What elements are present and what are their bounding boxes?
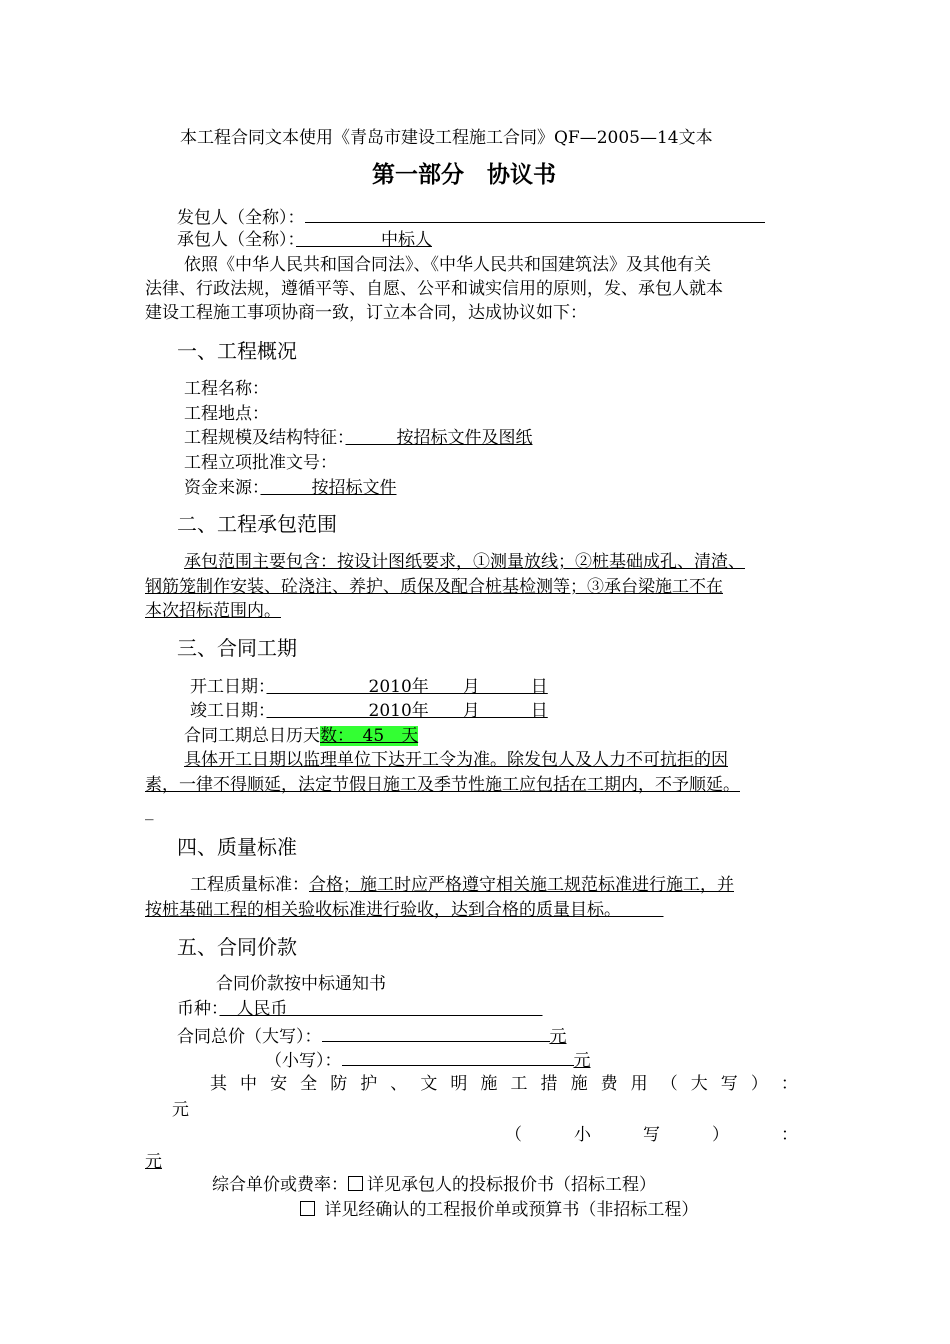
total-lower-yuan: 元	[573, 1051, 591, 1071]
total-upper-row	[177, 1023, 567, 1048]
employer-label: 发包人（全称）：	[177, 208, 305, 228]
section1-heading: 一、工程概况	[177, 339, 297, 363]
start-date-label: 开工日期：	[190, 677, 267, 697]
schedule-note-3: _	[145, 801, 154, 821]
section3-heading: 三、合同工期	[177, 636, 297, 660]
intro-line-3: 建设工程施工事项协商一致，订立本合同，达成协议如下：	[145, 303, 587, 323]
funding-value: 按招标文件	[311, 478, 397, 498]
scope-line-3: 本次招标范围内。	[145, 601, 281, 621]
end-date-row	[190, 700, 548, 722]
unit-price-row	[212, 1174, 656, 1196]
funding-label: 资金来源：	[184, 478, 261, 498]
unit-price-label: 综合单价或费率：	[212, 1175, 348, 1195]
currency-value: 人民币	[236, 999, 288, 1019]
schedule-note-1: 具体开工日期以监理单位下达开工令为准。除发包人及人力不可抗拒的因	[184, 750, 728, 770]
section2-heading: 二、工程承包范围	[177, 512, 337, 536]
total-upper-label: 合同总价（大写）：	[177, 1027, 322, 1047]
safety-fee-yuan: 元	[172, 1100, 189, 1120]
total-lower-field[interactable]	[342, 1047, 574, 1066]
safety-fee-row: 其 中 安 全 防 护 、 文 明 施 工 措 施 费 用 （ 大 写 ） ：	[210, 1074, 798, 1094]
project-scale-row	[184, 427, 533, 449]
end-date-field[interactable]	[267, 701, 548, 721]
quality-text-1: 合格；施工时应严格遵守相关施工规范标准进行施工，并	[309, 875, 734, 895]
checkbox-icon[interactable]	[300, 1201, 315, 1216]
contractor-field[interactable]	[296, 230, 432, 250]
project-scale-field[interactable]	[346, 428, 533, 448]
funding-field[interactable]	[261, 478, 397, 498]
project-scale-label: 工程规模及结构特征：	[184, 428, 346, 448]
scope-line-1: 承包范围主要包含：按设计图纸要求，①测量放线；②桩基础成孔、清渣、	[184, 552, 745, 572]
funding-row	[184, 477, 397, 499]
start-date-row	[190, 676, 548, 698]
quality-text-2: 按桩基础工程的相关验收标准进行验收，达到合格的质量目标。	[145, 900, 613, 920]
contractor-value: 中标人	[381, 230, 432, 250]
section4-heading: 四、质量标准	[177, 835, 297, 859]
section5-heading: 五、合同价款	[177, 935, 297, 959]
end-date-value: 2010年 月 日	[368, 701, 548, 721]
start-date-value: 2010年 月 日	[368, 677, 548, 697]
employer-field[interactable]	[305, 204, 765, 223]
safety-fee-lower-yuan: 元	[145, 1152, 162, 1172]
quality-row-1	[190, 874, 734, 896]
intro-line-1: 依照《中华人民共和国合同法》、《中华人民共和国建筑法》及其他有关	[184, 255, 711, 275]
approval-label: 工程立项批准文号：	[184, 453, 337, 473]
price-basis: 合同价款按中标通知书	[216, 974, 386, 994]
page-title: 第一部分 协议书	[372, 162, 556, 188]
end-date-label: 竣工日期：	[190, 701, 267, 721]
employer-row	[177, 204, 765, 229]
scope-line-2: 钢筋笼制作安装、砼浇注、养护、质保及配合桩基检测等；③承台梁施工不在	[145, 577, 723, 597]
start-date-field[interactable]	[267, 677, 548, 697]
currency-label: 币种：	[177, 999, 220, 1019]
contractor-row	[177, 229, 432, 251]
header-note: 本工程合同文本使用《青岛市建设工程施工合同》QF—2005—14文本	[180, 128, 713, 148]
option2-label: 详见经确认的工程报价单或预算书（非招标工程）	[324, 1200, 699, 1220]
contractor-label: 承包人（全称）：	[177, 230, 296, 250]
total-upper-field[interactable]	[322, 1023, 550, 1042]
option2-row	[300, 1199, 698, 1221]
total-lower-row	[265, 1047, 591, 1072]
currency-field[interactable]	[220, 999, 543, 1019]
project-scale-value: 按招标文件及图纸	[396, 428, 533, 448]
project-name-label: 工程名称：	[184, 379, 269, 399]
safety-fee-lower-row: （ 小 写 ） ：	[505, 1125, 798, 1145]
total-upper-yuan: 元	[549, 1027, 567, 1047]
option1-label: 详见承包人的投标报价书（招标工程）	[367, 1175, 656, 1195]
checkbox-icon[interactable]	[348, 1176, 363, 1191]
total-days-row	[184, 725, 418, 747]
total-lower-label: （小写）：	[265, 1051, 342, 1071]
intro-line-2: 法律、行政法规，遵循平等、自愿、公平和诚实信用的原则，发、承包人就本	[145, 279, 723, 299]
quality-row-2	[145, 899, 664, 921]
currency-row	[177, 998, 543, 1020]
total-days-label: 合同工期总日历天	[184, 726, 320, 746]
quality-label: 工程质量标准：	[190, 875, 309, 895]
schedule-note-2: 素，一律不得顺延，法定节假日施工及季节性施工应包括在工期内，不予顺延。	[145, 775, 740, 795]
project-location-label: 工程地点：	[184, 404, 269, 424]
total-days-value[interactable]: 数： 45 天	[320, 726, 419, 746]
